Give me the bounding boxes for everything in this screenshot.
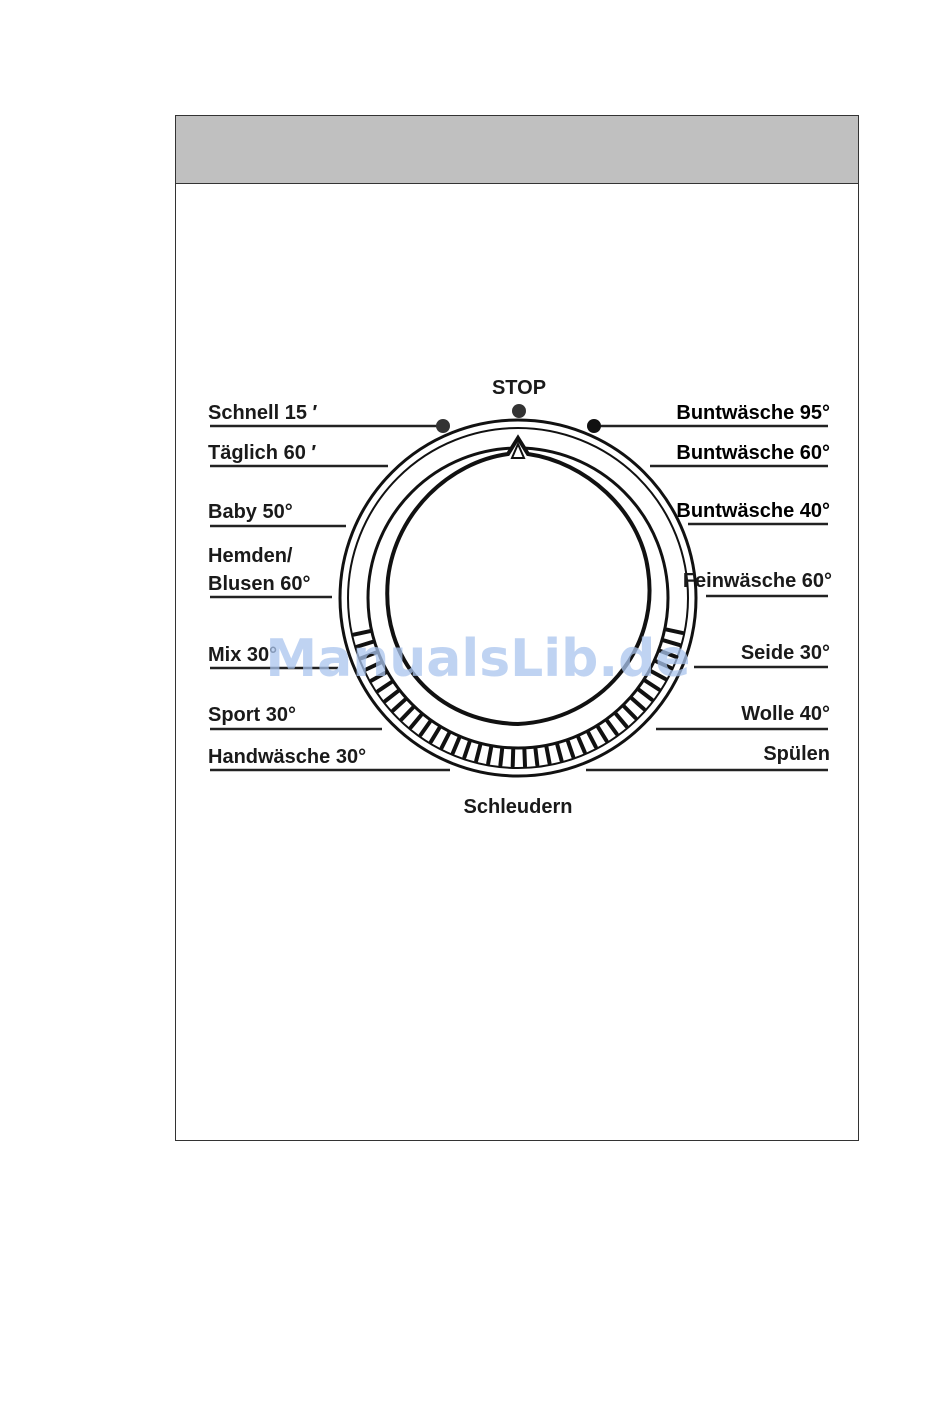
knurl-ridge <box>536 749 538 765</box>
dial-dot-right <box>587 419 601 433</box>
dial-dot-stop <box>512 404 526 418</box>
knurl-ridge <box>500 749 502 765</box>
program-label-seide: Seide 30° <box>740 642 830 664</box>
knurl-ridge <box>393 700 405 711</box>
knurl-ridge <box>464 742 469 757</box>
knurl-ridge <box>616 714 626 726</box>
program-label-hemden: Hemden/ <box>208 545 293 567</box>
program-label-schnell: Schnell 15 ′ <box>208 402 318 424</box>
knurl-ridge <box>639 690 652 700</box>
knurl-ridge <box>421 722 430 735</box>
knurl-ridge <box>588 733 595 747</box>
right-program-labels <box>676 402 832 765</box>
knurl-ridge <box>453 738 459 753</box>
left-program-labels <box>208 402 366 768</box>
program-label-bunt40: Buntwäsche 40° <box>676 500 830 522</box>
knurl-ridge <box>578 738 584 753</box>
knurl-ridge <box>431 728 439 742</box>
knurl-ridge <box>632 699 644 710</box>
knurl-ridge <box>547 747 550 763</box>
stop-label: STOP <box>491 377 547 399</box>
schleudern-label: Schleudern <box>463 796 573 818</box>
program-label-fein60: Feinwäsche 60° <box>682 570 832 592</box>
knurl-ridge <box>557 745 561 761</box>
program-label-blusen: Blusen 60° <box>208 573 311 595</box>
knurl-ridge <box>411 715 421 727</box>
knurl-ridge <box>385 691 398 701</box>
program-label-baby: Baby 50° <box>208 501 293 523</box>
knurl-ridge <box>488 748 491 764</box>
knurl-ridge <box>568 742 573 757</box>
program-label-taeglich: Täglich 60 ′ <box>208 442 317 464</box>
dial-dot-left <box>436 419 450 433</box>
knurl-ridge <box>598 727 606 741</box>
watermark-text: ManualsLib.de <box>265 629 691 689</box>
knurl-ridge <box>624 707 635 718</box>
program-label-wolle: Wolle 40° <box>741 703 830 725</box>
program-label-sport: Sport 30° <box>208 704 297 726</box>
knurl-ridge <box>513 750 514 766</box>
knurl-ridge <box>524 750 525 766</box>
knurl-ridge <box>607 721 616 734</box>
program-label-spuelen: Spülen <box>763 743 830 765</box>
knurl-ridge <box>442 733 449 747</box>
program-label-mix: Mix 30° <box>208 644 278 666</box>
program-label-handwaesche: Handwäsche 30° <box>208 746 367 768</box>
knurl-ridge <box>476 745 480 761</box>
program-label-bunt60: Buntwäsche 60° <box>676 442 830 464</box>
knurl-ridge <box>402 708 413 720</box>
program-label-bunt95: Buntwäsche 95° <box>676 402 830 424</box>
